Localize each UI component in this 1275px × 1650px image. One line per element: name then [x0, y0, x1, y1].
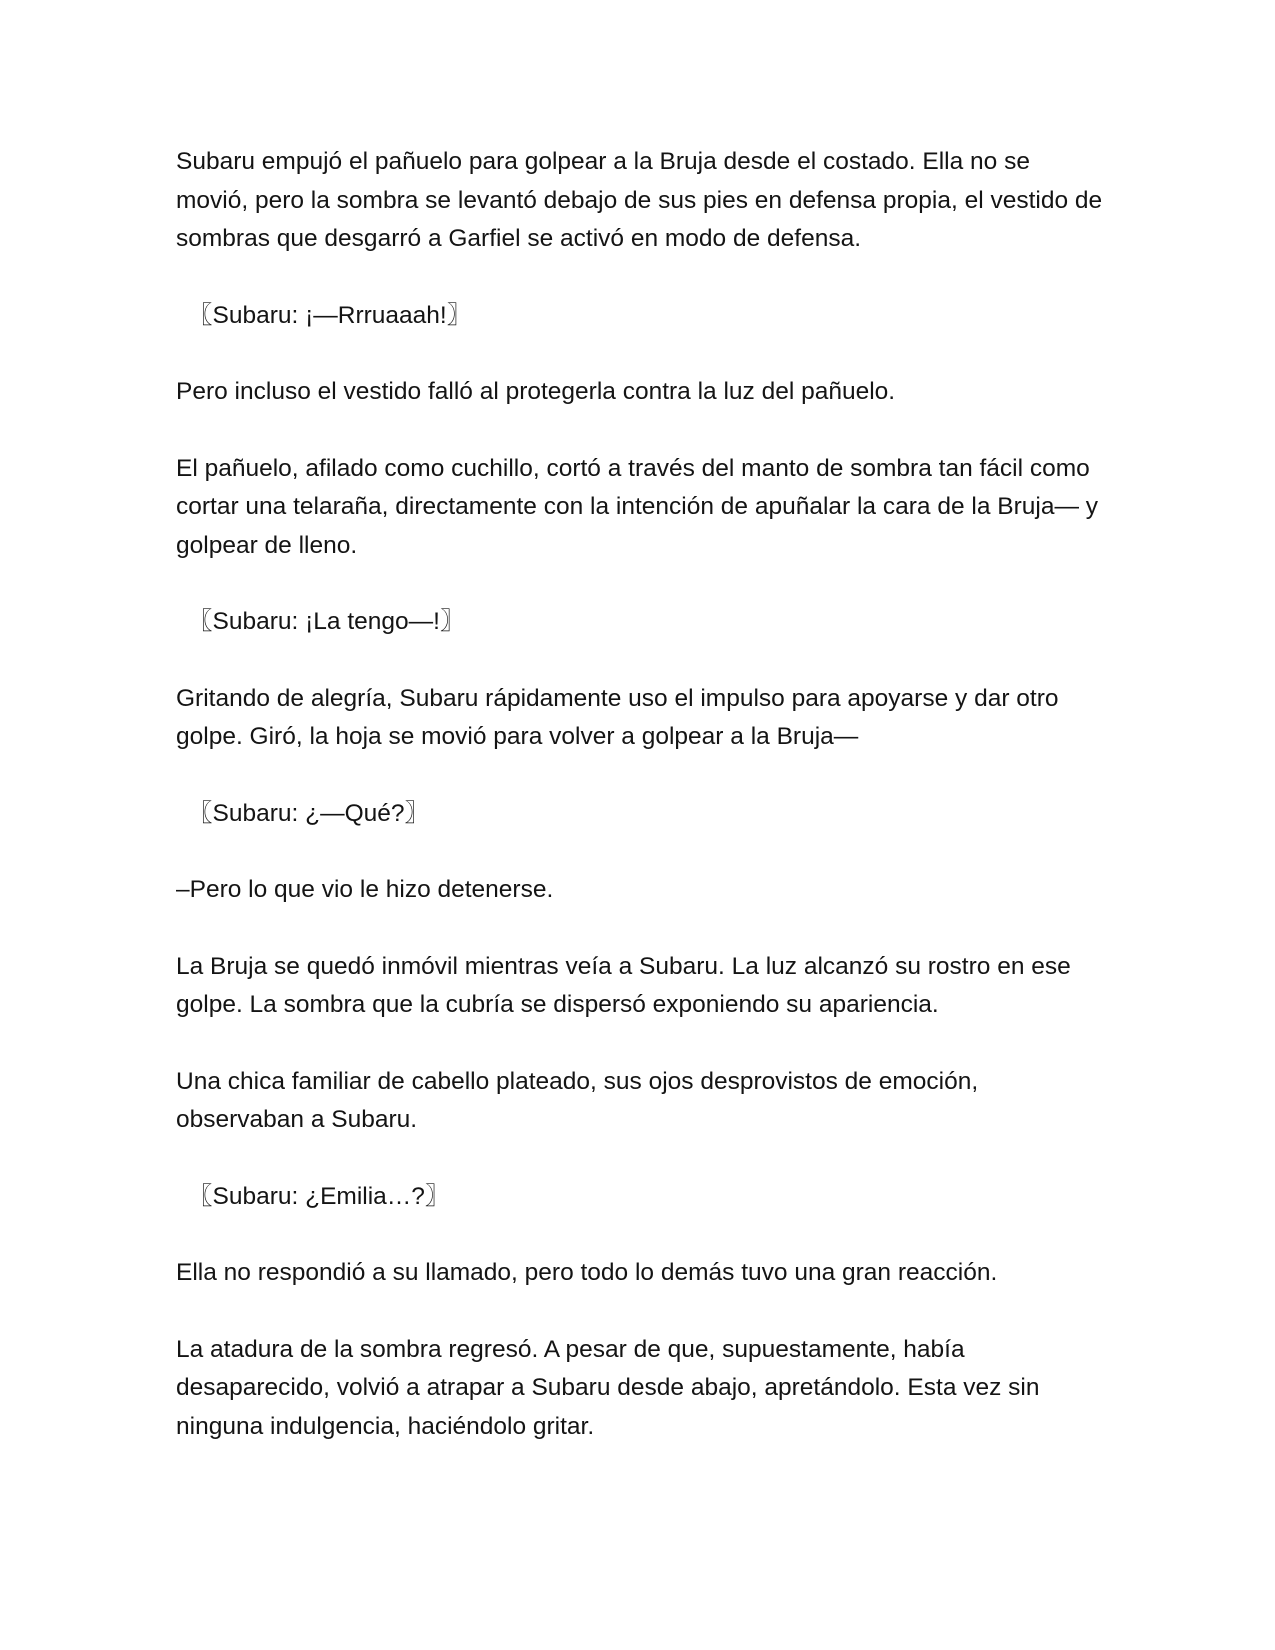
dialogue-line: 〖Subaru: ¡La tengo—!〗 [188, 608, 465, 635]
paragraph: Subaru empujó el pañuelo para golpear a la Bruja desde el costado. Ella no se movió, pero la sombra se levantó debajo de sus pies en defensa propia, el vestido de sombras que desgarró a Garfiel se activó en modo de defensa. [176, 148, 1103, 252]
paragraph: –Pero lo que vio le hizo detenerse. [176, 876, 554, 903]
paragraph: La atadura de la sombra regresó. A pesar de que, supuestamente, había desaparecido, volvió a atrapar a Subaru desde abajo, apretándolo. Esta vez sin ninguna indulgencia, haciéndolo gritar. [176, 1335, 1040, 1440]
paragraph: Ella no respondió a su llamado, pero todo lo demás tuvo una gran reacción. [176, 1259, 998, 1286]
dialogue-line: 〖Subaru: ¿Emilia…?〗 [188, 1182, 450, 1210]
paragraph: El pañuelo, afilado como cuchillo, cortó a través del manto de sombra tan fácil como cortar una telaraña, directamente con la intención de apuñalar la cara de la Bruja— y golpear de lleno. [176, 454, 1099, 559]
paragraph: La Bruja se quedó inmóvil mientras veía a Subaru. La luz alcanzó su rostro en ese golpe. La sombra que la cubría se dispersó exponiendo su apariencia. [176, 952, 1071, 1018]
paragraph: Gritando de alegría, Subaru rápidamente uso el impulso para apoyarse y dar otro golpe. Giró, la hoja se movió para volver a golpear a la Bruja— [176, 684, 1059, 750]
paragraph: Una chica familiar de cabello plateado, sus ojos desprovistos de emoción, observaban a Subaru. [176, 1067, 979, 1133]
document-page [176, 143, 1106, 1484]
paragraph: Pero incluso el vestido falló al protegerla contra la luz del pañuelo. [176, 378, 896, 405]
dialogue-line: 〖Subaru: ¡—Rrruaaah!〗 [188, 301, 472, 329]
dialogue-line: 〖Subaru: ¿—Qué?〗 [188, 799, 430, 827]
